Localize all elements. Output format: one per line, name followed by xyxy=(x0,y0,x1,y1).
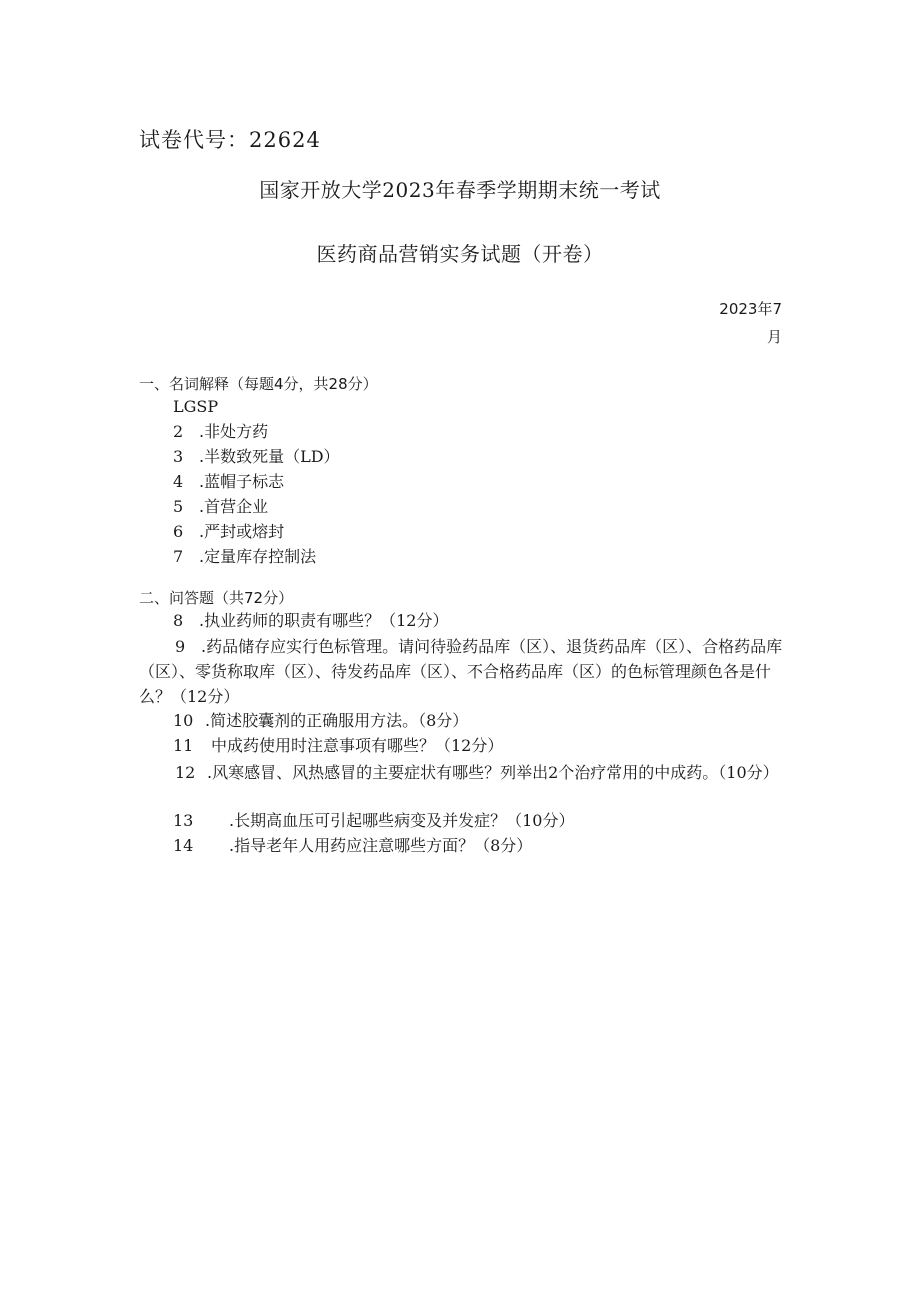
question-number: 7 xyxy=(173,547,184,566)
question-text: .定量库存控制法 xyxy=(199,547,317,566)
question-number: 5 xyxy=(173,497,184,516)
question-item xyxy=(173,446,340,468)
question-number: 9 xyxy=(175,637,186,656)
question-item xyxy=(173,396,218,418)
question-item xyxy=(173,610,448,632)
question-item xyxy=(139,760,789,785)
question-item xyxy=(173,496,268,518)
subject-title: 医药商品营销实务试题（开卷） xyxy=(316,242,604,266)
question-number: 6 xyxy=(173,522,184,541)
question-number: 12 xyxy=(175,763,196,782)
question-text: .药品储存应实行色标管理。请问待验药品库（区）、退货药品库（区）、合格药品库（区）、零货称取库（区）、待发药品库（区）、不合格药品库（区）的色标管理颜色各是什么？（12分） xyxy=(139,637,783,706)
question-item xyxy=(173,471,284,493)
section1-heading: 一、名词解释（每题4分，共28分） xyxy=(139,375,378,393)
question-text: .严封或熔封 xyxy=(199,522,285,541)
question-text: .风寒感冒、风热感冒的主要症状有哪些？列举出2个治疗常用的中成药。（10分） xyxy=(207,763,779,782)
question-text: .简述胶囊剂的正确服用方法。（8分） xyxy=(205,711,469,730)
question-item xyxy=(173,835,532,857)
question-number: 14 xyxy=(173,836,194,855)
question-number: 10 xyxy=(173,711,194,730)
paper-code: 试卷代号：22624 xyxy=(139,128,321,152)
question-item xyxy=(173,546,316,568)
question-text: .长期高血压可引起哪些病变及并发症？（10分） xyxy=(229,811,575,830)
question-text: .首营企业 xyxy=(199,497,269,516)
section2-heading: 二、问答题（共72分） xyxy=(139,589,294,607)
question-item xyxy=(139,634,789,709)
question-text: 中成药使用时注意事项有哪些？（12分） xyxy=(211,736,504,755)
question-text: .非处方药 xyxy=(199,422,269,441)
exam-date-line1: 2023年7 xyxy=(719,300,782,318)
question-item xyxy=(173,521,284,543)
question-item xyxy=(173,810,574,832)
question-number: 2 xyxy=(173,422,184,441)
question-text: LGSP xyxy=(173,397,219,416)
question-item xyxy=(173,735,503,757)
question-item xyxy=(173,421,268,443)
question-number: 11 xyxy=(173,736,194,755)
question-item xyxy=(173,710,468,732)
question-number: 13 xyxy=(173,811,194,830)
exam-title: 国家开放大学2023年春季学期期末统一考试 xyxy=(259,178,661,202)
question-text: .指导老年人用药应注意哪些方面？（8分） xyxy=(229,836,533,855)
question-text: .蓝帽子标志 xyxy=(199,472,285,491)
question-number: 4 xyxy=(173,472,184,491)
question-text: .执业药师的职责有哪些？（12分） xyxy=(199,611,449,630)
exam-date-line2: 月 xyxy=(766,328,782,346)
question-number: 8 xyxy=(173,611,184,630)
question-number: 3 xyxy=(173,447,184,466)
question-text: .半数致死量（LD） xyxy=(199,447,340,466)
